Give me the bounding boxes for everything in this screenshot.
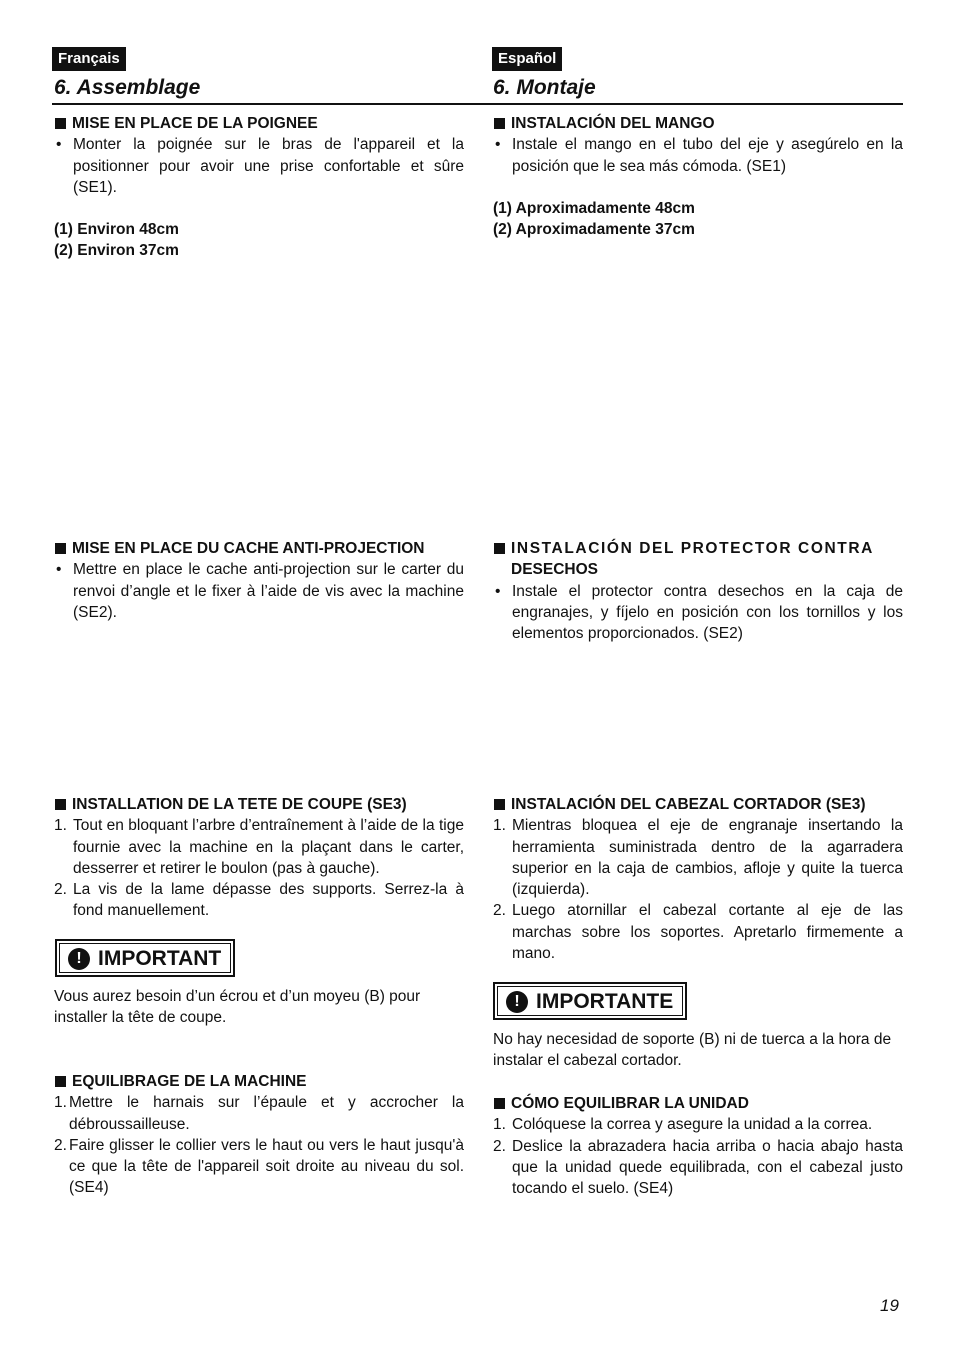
es-guard-bullet: • Instale el protector contra desechos en la caja de engranajes, y fíjelo en posición con los tornillos y los elementos proporcionados. (SE2) [495, 582, 903, 643]
fr-important-box [55, 939, 235, 977]
es-head-step-1: 1. Mientras bloquea el eje de engranaje insertando la herramienta suministrada dentro de la agarradera superior en la caja de cambios, afloje y quite la tuerca (izquierda). [493, 817, 903, 899]
es-important-text: No hay necesidad de soporte (B) ni de tuerca a la hora de instalar el cabezal cortador. [493, 1031, 892, 1070]
fr-handle-section [54, 113, 464, 262]
es-guard-heading: INSTALACIÓN DEL PROTECTOR CONTRA [493, 538, 903, 559]
fr-head-step-2: 2. La vis de la lame dépasse des supports. Serrez-la à fond manuellement. [54, 881, 464, 920]
es-head-section [493, 794, 903, 964]
es-guard-heading-cont: DESECHOS [511, 561, 598, 579]
language-tab-french: Français [52, 47, 126, 71]
title-rule [52, 103, 903, 105]
es-balance-step-2: 2. Deslice la abrazadera hacia arriba o hacia abajo hasta que la unidad quede equilibrada, con el cabezal justo tocando el suelo. (SE4) [493, 1137, 903, 1198]
es-important-label: IMPORTANTE [536, 990, 674, 1013]
exclamation-icon: ! [506, 991, 528, 1013]
fr-head-section [54, 794, 464, 922]
language-tab-spanish: Español [492, 47, 562, 71]
section-title-french: 6. Assemblage [54, 76, 201, 99]
es-measure-1: (1) Aproximadamente 48cm [493, 199, 695, 217]
page-number: 19 [880, 1296, 899, 1315]
fr-guard-bullet: • Mettre en place le cache anti-projection sur le carter du renvoi d’angle et le fixer à l’aide de vis avec la machine (SE2). [56, 561, 464, 621]
fr-balance-section [54, 1071, 464, 1199]
es-balance-step-1: 1. Colóquese la correa y asegure la unidad a la correa. [493, 1116, 873, 1134]
fr-measure-1: (1) Environ 48cm [54, 221, 179, 239]
es-important-box [493, 982, 687, 1020]
es-head-heading: INSTALACIÓN DEL CABEZAL CORTADOR (SE3) [493, 794, 903, 815]
fr-measure-2: (2) Environ 37cm [54, 242, 179, 260]
exclamation-icon: ! [68, 948, 90, 970]
es-handle-bullet: • Instale el mango en el tubo del eje y asegúrelo en la posición que le sea más cómoda. (SE1) [495, 136, 903, 175]
es-handle-heading: INSTALACIÓN DEL MANGO [493, 113, 903, 134]
es-handle-section [493, 113, 903, 240]
fr-important-text: Vous aurez besoin d’un écrou et d’un moyeu (B) pour installer la tête de coupe. [54, 988, 421, 1027]
section-title-spanish: 6. Montaje [493, 76, 596, 99]
fr-guard-heading: MISE EN PLACE DU CACHE ANTI-PROJECTION [54, 538, 464, 559]
fr-balance-step-2: 2. Faire glisser le collier vers le haut ou vers le haut jusqu'à ce que la tête de l'appareil soit droite au niveau du sol. (SE4) [54, 1136, 464, 1197]
fr-head-step-1: 1. Tout en bloquant l’arbre d’entraînement à l’aide de la tige fournie avec la machine en la plaçant dans le carter, desserrer et retirer le boulon (pas à gauche). [54, 817, 464, 877]
fr-guard-section [54, 538, 464, 623]
fr-balance-heading: EQUILIBRAGE DE LA MACHINE [54, 1071, 464, 1092]
fr-handle-heading: MISE EN PLACE DE LA POIGNEE [54, 113, 464, 134]
es-measure-2: (2) Aproximadamente 37cm [493, 221, 695, 239]
fr-head-heading: INSTALLATION DE LA TETE DE COUPE (SE3) [54, 794, 464, 815]
fr-handle-bullet: • Monter la poignée sur le bras de l'appareil et la positionner pour avoir une prise confortable et sûre (SE1). [56, 136, 464, 196]
es-guard-section [493, 538, 903, 644]
es-balance-section [493, 1093, 903, 1199]
es-balance-heading: CÓMO EQUILIBRAR LA UNIDAD [493, 1093, 903, 1114]
fr-important-label: IMPORTANT [98, 947, 222, 970]
fr-balance-step-1: 1. Mettre le harnais sur l’épaule et y accrocher la débroussailleuse. [54, 1094, 464, 1133]
es-head-step-2: 2. Luego atornillar el cabezal cortante al eje de las marchas sobre los soportes. Apretarlo firmemente a mano. [493, 902, 903, 963]
